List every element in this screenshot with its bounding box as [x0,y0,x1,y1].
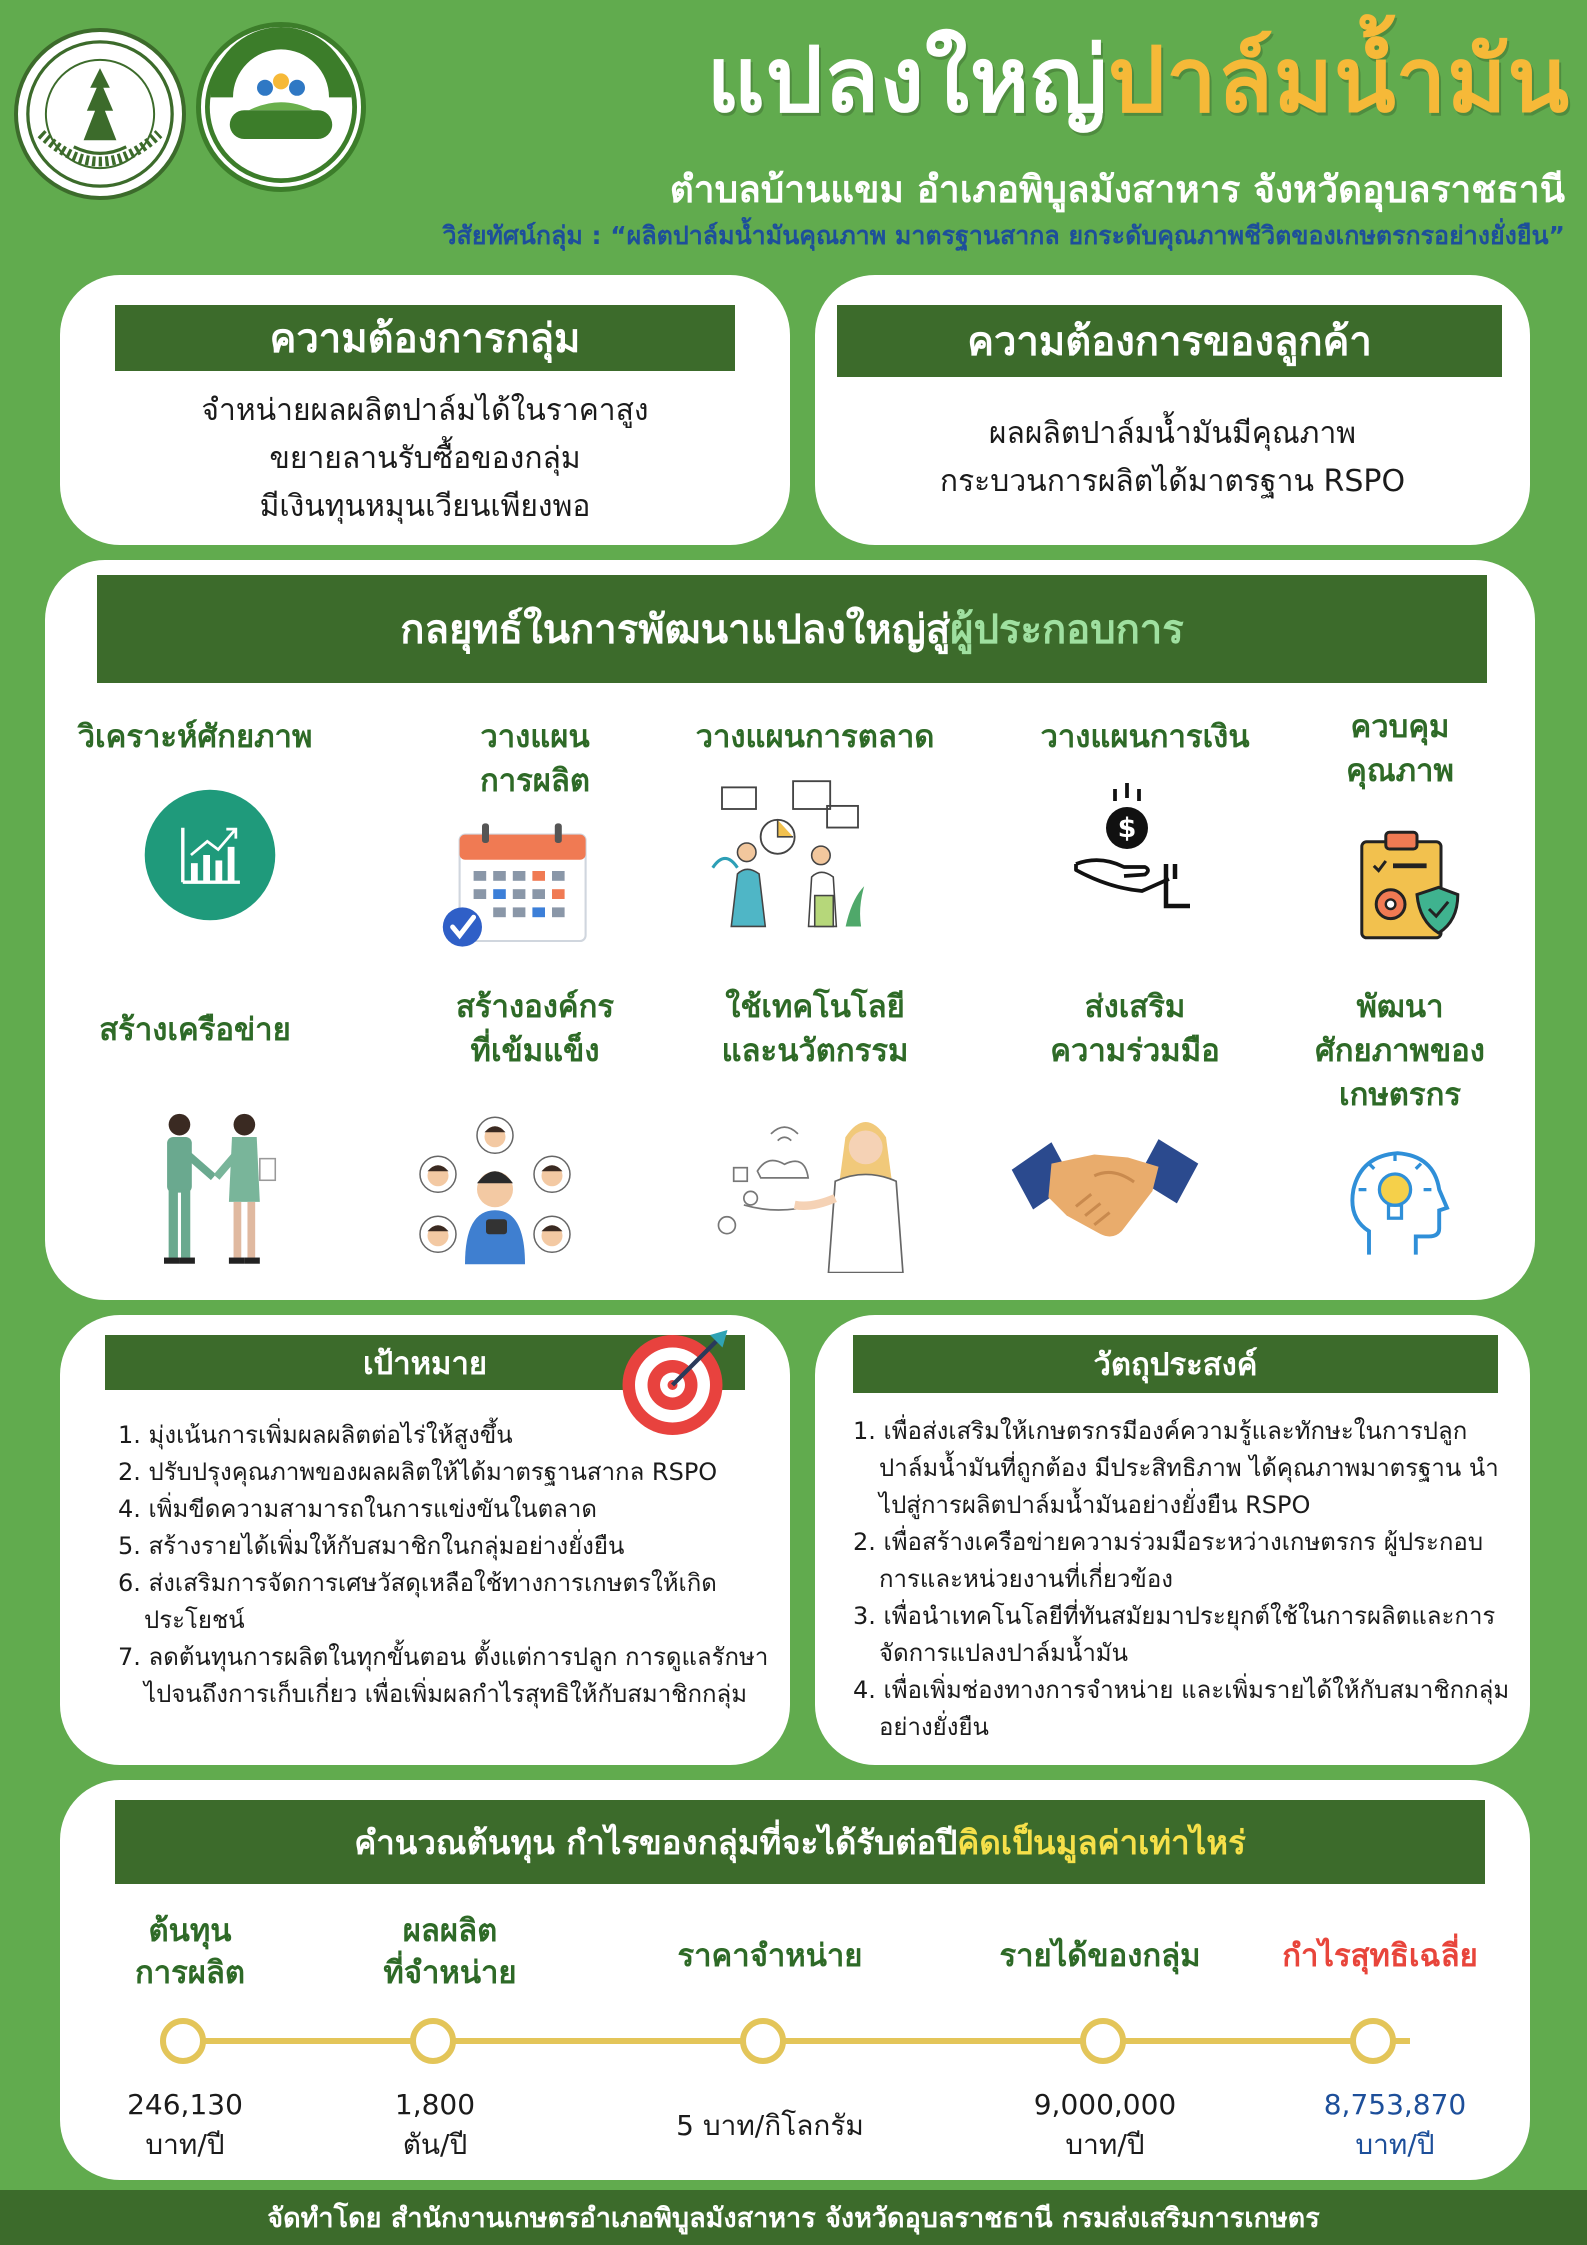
timeline-dot [1350,2018,1396,2064]
strategy-label-marketing-plan: วางแผนการตลาด [695,719,935,755]
location-subtitle: ตำบลบ้านแขม อำเภอพิบูลมังสาหาร จังหวัดอุบลราชธานี [669,167,1565,211]
cost-value-sold-output: 1,800 ตัน/ปี [394,2088,476,2161]
strategy-title-main: กลยุทธ์ในการพัฒนาแปลงใหญ่สู่ [400,606,951,653]
cost-label-sold-output: ผลผลิต ที่จำหน่าย [383,1913,517,1991]
customer-needs-card [815,275,1530,545]
group-needs-card [60,275,790,545]
lightbulb-head-icon [1325,1130,1465,1270]
cost-label-price: ราคาจำหน่าย [677,1938,863,1974]
cost-label-income: รายได้ของกลุ่ม [999,1938,1201,1974]
strategy-title-highlight: ผู้ประกอบการ [950,606,1184,653]
cost-title [115,1800,1485,1884]
footer-credit: จัดทำโดย สำนักงานเกษตรอำเภอพิบูลมังสาหาร จังหวัดอุบลราชธานี กรมส่งเสริมการเกษตร [0,2190,1587,2245]
strategy-label-analyze: วิเคราะห์ศักยภาพ [77,719,313,755]
group-vision: วิสัยทัศน์กลุ่ม : “ผลิตปาล์มน้ำมันคุณภาพ มาตรฐานสากล ยกระดับคุณภาพชีวิตของเกษตรกรอย่างยั่งยืน” [442,221,1565,250]
timeline-dot [1080,2018,1126,2064]
group-needs-item: ขยายลานรับซื้อของกลุ่ม [269,441,581,476]
cost-value-production: 246,130 บาท/ปี [127,2088,243,2161]
business-handshake-icon [140,1100,290,1275]
calendar-icon [420,810,600,960]
marketing-team-icon [690,775,890,945]
goals-list [110,1417,770,1713]
quality-clipboard-icon [1340,820,1470,950]
goals-item: 7. ลดต้นทุนการผลิตในทุกขั้นตอน ตั้งแต่การปลูก การดูแลรักษา ไปจนถึงการเก็บเกี่ยว เพื่อเพิ่มผลกำไรสุทธิให้กับสมาชิกกลุ่ม [118,1643,769,1708]
strategy-label-finance-plan: วางแผนการเงิน [1040,719,1250,755]
strategy-label-network: สร้างเครือข่าย [99,1012,291,1048]
team-people-icon [400,1105,590,1275]
goals-item: 2. ปรับปรุงคุณภาพของผลผลิตให้ได้มาตรฐานสากล RSPO [118,1458,718,1486]
cost-value-price: 5 บาท/กิโลกรัม [676,2109,864,2142]
cost-title-highlight: คิดเป็นมูลค่าเท่าไหร่ [957,1822,1246,1862]
cost-title-main: คำนวณต้นทุน กำไรของกลุ่มที่จะได้รับต่อปี [354,1822,958,1862]
timeline-dot [740,2018,786,2064]
group-needs-item: มีเงินทุนหมุนเวียนเพียงพอ [259,489,591,524]
cost-card [60,1780,1530,2180]
title-yellow-part: ปาล์มน้ำมัน [1107,27,1570,133]
strategy-label-farmer-development: พัฒนา ศักยภาพของ เกษตรกร [1315,989,1485,1113]
strategy-label-technology: ใช้เทคโนโลยี และนวัตกรรม [721,989,909,1069]
strategy-card [45,560,1535,1300]
objectives-card [815,1315,1530,1765]
group-needs-title: ความต้องการกลุ่ม [115,305,735,371]
cost-value-net-profit: 8,753,870 บาท/ปี [1323,2088,1467,2161]
objectives-title: วัตถุประสงค์ [853,1335,1498,1393]
page-title [380,20,1570,140]
objectives-list [845,1413,1515,1746]
goals-item: 4. เพิ่มขีดความสามารถในการแข่งขันในตลาด [118,1495,597,1523]
money-hand-icon [1050,775,1210,935]
goals-title: เป้าหมาย [105,1335,745,1390]
timeline-dot [410,2018,456,2064]
customer-needs-list [815,410,1530,506]
strategy-title [97,575,1487,683]
timeline-line [185,2038,1410,2044]
goals-item: 5. สร้างรายได้เพิ่มให้กับสมาชิกในกลุ่มอย่างยั่งยืน [118,1532,625,1560]
objectives-item: 1. เพื่อส่งเสริมให้เกษตรกรมีองค์ความรู้และทักษะในการปลูกปาล์มน้ำมันที่ถูกต้อง มีประสิทธิภาพ ได้คุณภาพมาตรฐาน นำไปสู่การผลิตปาล์มน้ำมันอย่างยั่งยืน RSPO [853,1417,1499,1519]
customer-needs-item: กระบวนการผลิตได้มาตรฐาน RSPO [939,464,1406,499]
svg-text:$: $ [1117,813,1137,844]
strategy-label-cooperation: ส่งเสริม ความร่วมมือ [1050,989,1220,1069]
timeline-dot [160,2018,206,2064]
handshake-icon [1005,1130,1205,1260]
objectives-item: 2. เพื่อสร้างเครือข่ายความร่วมมือระหว่างเกษตรกร ผู้ประกอบการและหน่วยงานที่เกี่ยวข้อง [853,1528,1484,1593]
goals-item: 1. มุ่งเน้นการเพิ่มผลผลิตต่อไร่ให้สูงขึ้น [118,1421,513,1449]
technology-woman-icon [705,1100,935,1275]
agri-department-seal-logo [14,28,186,200]
group-needs-list [60,387,790,531]
goals-card [60,1315,790,1765]
cost-label-net-profit: กำไรสุทธิเฉลี่ย [1282,1938,1478,1974]
strategy-label-strong-organization: สร้างองค์กร ที่เข้มแข็ง [455,989,615,1069]
growth-chart-icon [140,785,280,925]
customer-needs-title: ความต้องการของลูกค้า [837,305,1502,377]
objectives-item: 4. เพื่อเพิ่มช่องทางการจำหน่าย และเพิ่มรายได้ให้กับสมาชิกกลุ่มอย่างยั่งยืน [853,1676,1510,1741]
goals-item: 6. ส่งเสริมการจัดการเศษวัสดุเหลือใช้ทางการเกษตรให้เกิดประโยชน์ [118,1569,717,1634]
cost-label-production: ต้นทุน การผลิต [134,1913,246,1991]
cost-value-income: 9,000,000 บาท/ปี [1033,2088,1177,2161]
strategy-label-quality-control: ควบคุม คุณภาพ [1346,709,1454,789]
group-needs-item: จำหน่ายผลผลิตปาล์มได้ในราคาสูง [201,393,649,428]
objectives-item: 3. เพื่อนำเทคโนโลยีที่ทันสมัยมาประยุกต์ใช้ในการผลิตและการจัดการแปลงปาล์มน้ำมัน [853,1602,1496,1667]
title-white-part: แปลงใหญ่ [706,27,1108,133]
customer-needs-item: ผลผลิตปาล์มน้ำมันมีคุณภาพ [988,416,1357,451]
strategy-label-production-plan: วางแผน การผลิต [479,719,591,799]
